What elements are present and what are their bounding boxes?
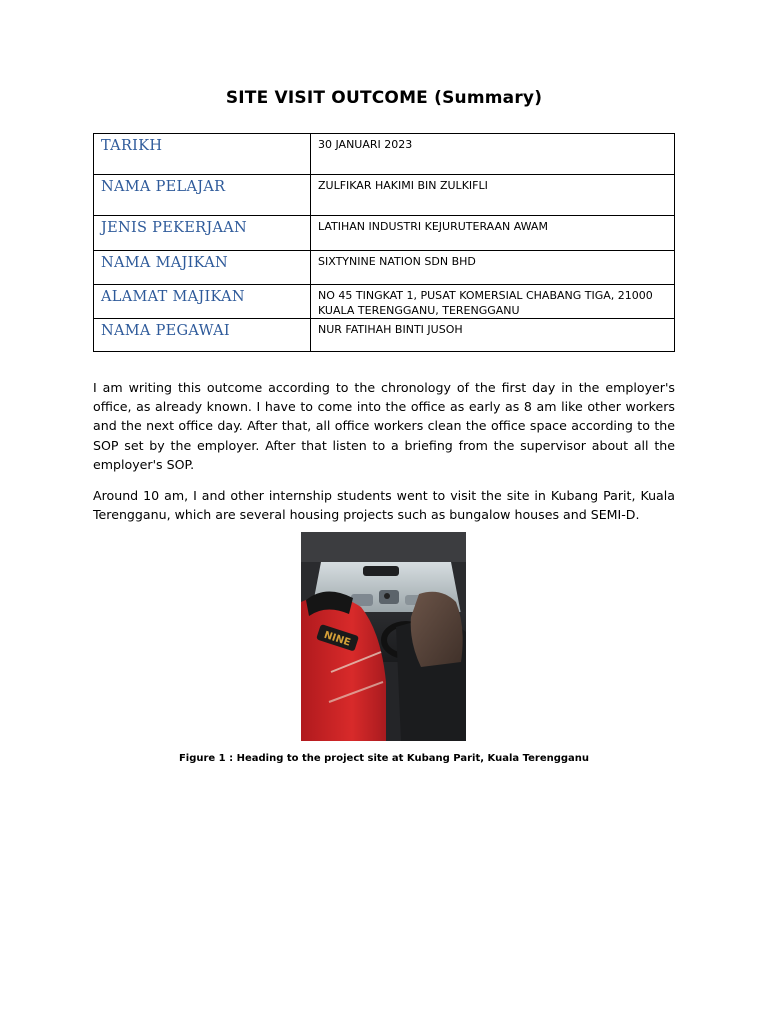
row-value-nama-majikan: SIXTYNINE NATION SDN BHD	[311, 251, 675, 285]
table-row	[94, 175, 675, 216]
row-label-nama-pelajar: NAMA PELAJAR	[94, 175, 311, 216]
row-value-tarikh: 30 JANUARI 2023	[311, 134, 675, 175]
row-value-alamat-majikan: NO 45 TINGKAT 1, PUSAT KOMERSIAL CHABANG TIGA, 21000 KUALA TERENGGANU, TERENGGANU	[311, 285, 675, 319]
info-table	[93, 133, 675, 352]
table-row	[94, 319, 675, 352]
car-interior-photo	[301, 532, 466, 741]
row-label-alamat-majikan: ALAMAT MAJIKAN	[94, 285, 311, 319]
figure-photo	[301, 532, 466, 741]
body-paragraph-1: I am writing this outcome according to the chronology of the first day in the employer's office, as already known. I have to come into the office as early as 8 am like other workers and the next office day. After that, all office workers clean the office space according to the SOP set by the employer. After that listen to a briefing from the supervisor about all the employer's SOP.	[93, 380, 675, 472]
jacket-text: NINE	[322, 629, 352, 649]
row-value-nama-pelajar: ZULFIKAR HAKIMI BIN ZULKIFLI	[311, 175, 675, 216]
row-label-nama-pegawai: NAMA PEGAWAI	[94, 319, 311, 352]
row-value-jenis-pekerjaan: LATIHAN INDUSTRI KEJURUTERAAN AWAM	[311, 216, 675, 251]
row-label-tarikh: TARIKH	[94, 134, 311, 175]
table-row	[94, 216, 675, 251]
row-label-nama-majikan: NAMA MAJIKAN	[94, 251, 311, 285]
row-value-nama-pegawai: NUR FATIHAH BINTI JUSOH	[311, 319, 675, 352]
table-row	[94, 134, 675, 175]
table-row	[94, 251, 675, 285]
page-title: SITE VISIT OUTCOME (Summary)	[225, 88, 543, 108]
figure-caption: Figure 1 : Heading to the project site at Kubang Parit, Kuala Terengganu	[178, 753, 590, 764]
row-label-jenis-pekerjaan: JENIS PEKERJAAN	[94, 216, 311, 251]
table-row	[94, 285, 675, 319]
body-paragraph-2: Around 10 am, I and other internship students went to visit the site in Kubang Parit, Kuala Terengganu, which are several housing projects such as bungalow houses and SEMI-D.	[93, 488, 675, 523]
